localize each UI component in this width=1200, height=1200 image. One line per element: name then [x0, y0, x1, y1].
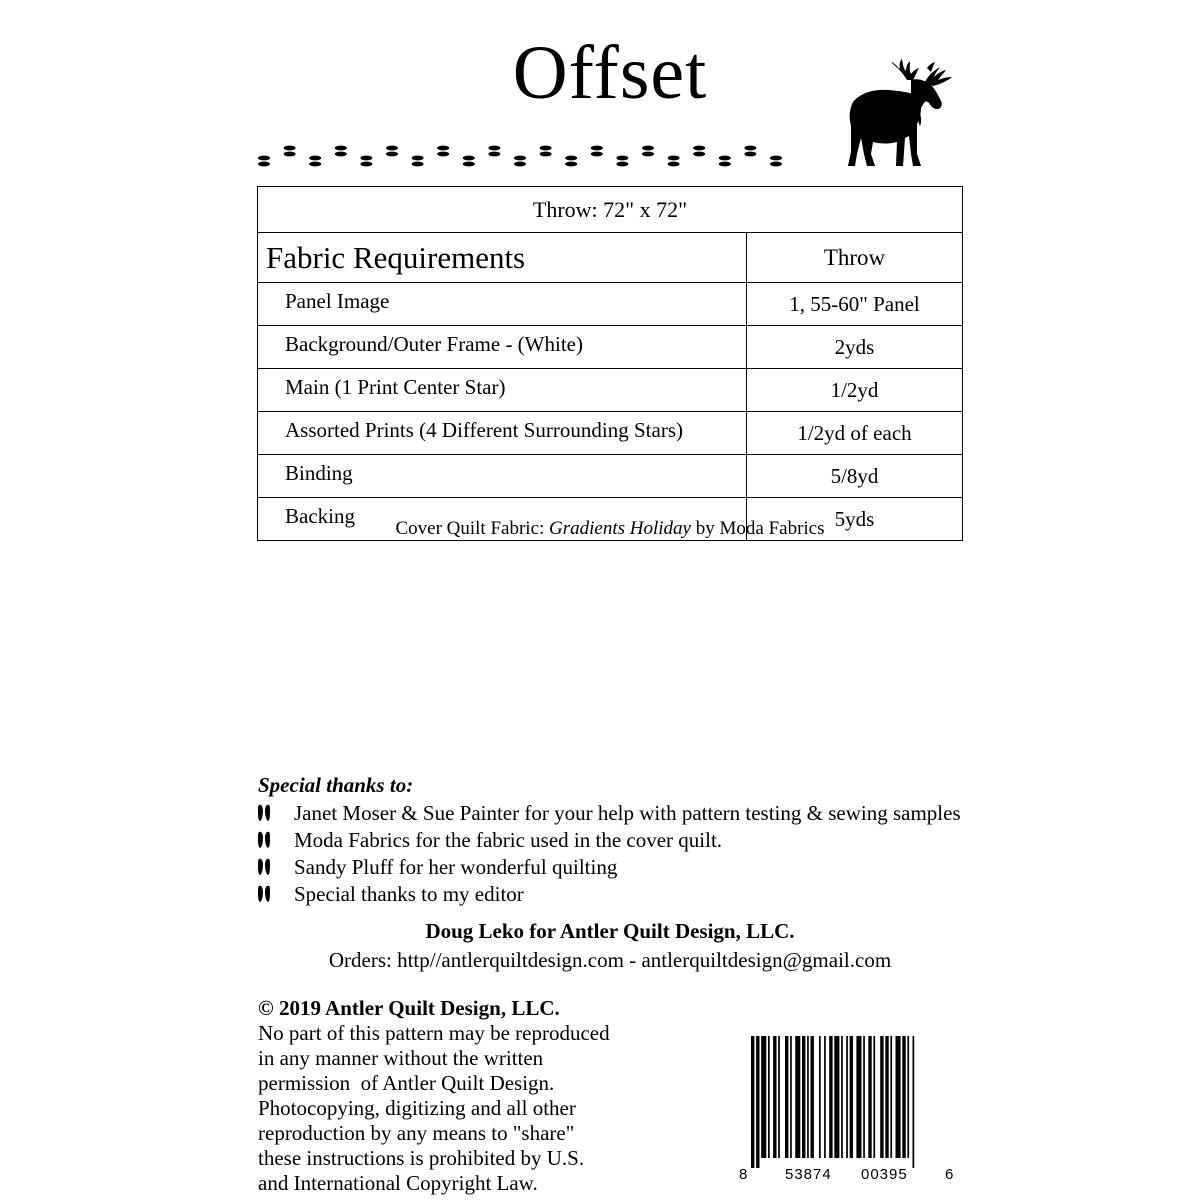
hoof-print-icon — [719, 156, 731, 167]
barcode-bar — [802, 1036, 805, 1158]
copyright-line: in any manner without the written — [258, 1046, 544, 1070]
table-row — [258, 412, 963, 455]
hoof-print-icon — [540, 146, 552, 157]
fabric-item: Backing — [258, 498, 747, 541]
hoof-print-icon — [386, 146, 398, 157]
thanks-text: Janet Moser & Sue Painter for your help with pattern testing & sewing samples — [294, 801, 961, 825]
moose-silhouette-icon — [845, 58, 963, 170]
hoof-print-icon — [258, 885, 270, 903]
hoof-print-icon — [488, 146, 500, 157]
hoof-print-icon — [668, 156, 680, 167]
cover-fabric-suffix: by Moda Fabrics — [691, 518, 825, 539]
barcode-bar — [868, 1036, 871, 1158]
page-title: Offset — [512, 31, 708, 115]
hoof-print-icon — [335, 146, 347, 157]
barcode-bar — [890, 1036, 892, 1158]
hoof-print-icon — [258, 804, 270, 822]
fabric-requirements-heading: Fabric Requirements — [258, 233, 747, 283]
barcode-bar — [896, 1036, 901, 1158]
barcode-bar — [902, 1036, 905, 1158]
barcode-bar — [856, 1036, 861, 1158]
barcode-bar — [834, 1036, 839, 1158]
hoof-print-icon — [591, 146, 603, 157]
list-item — [258, 828, 961, 855]
list-item — [258, 855, 961, 882]
hoof-print-icon — [642, 146, 654, 157]
thanks-text: Moda Fabrics for the fabric used in the cover quilt. — [294, 828, 723, 852]
orders-contact: Orders: http//antlerquiltdesign.com - antlerquiltdesign@gmail.com — [328, 948, 892, 972]
fabric-item: Assorted Prints (4 Different Surrounding Stars) — [258, 412, 747, 455]
hoof-print-icon — [744, 146, 756, 157]
cover-fabric-prefix: Cover Quilt Fabric: — [395, 518, 550, 539]
hoof-print-icon — [284, 146, 296, 157]
copyright-line: Photocopying, digitizing and all other — [258, 1096, 576, 1120]
copyright-notice — [258, 996, 610, 1196]
barcode-bar — [778, 1036, 780, 1158]
fabric-amount: 5/8yd — [747, 455, 963, 498]
copyright-title: © 2019 Antler Quilt Design, LLC. — [258, 996, 560, 1020]
barcode-bar — [751, 1036, 754, 1168]
fabric-amount: 1, 55-60" Panel — [747, 283, 963, 326]
fabric-item: Binding — [258, 455, 747, 498]
fabric-amount: 5yds — [747, 498, 963, 541]
copyright-line: No part of this pattern may be reproduced — [258, 1021, 610, 1045]
barcode-digit-check: 6 — [945, 1166, 955, 1183]
copyright-line: and International Copyright Law. — [258, 1171, 538, 1195]
table-row — [258, 283, 963, 326]
barcode-bar — [841, 1036, 843, 1158]
barcode-bar — [907, 1036, 909, 1158]
fabric-amount: 1/2yd of each — [747, 412, 963, 455]
barcode-bar — [785, 1036, 788, 1158]
hoof-print-icon — [437, 146, 449, 157]
fabric-item: Background/Outer Frame - (White) — [258, 326, 747, 369]
copyright-line: permission of Antler Quilt Design. — [258, 1071, 555, 1095]
barcode-digits-left: 53874 — [785, 1166, 832, 1183]
barcode-bar — [811, 1036, 814, 1158]
barcode-bar — [756, 1036, 759, 1168]
cover-fabric-name: Gradients Holiday — [549, 518, 691, 539]
special-thanks-list — [258, 801, 961, 909]
fabric-item: Panel Image — [258, 283, 747, 326]
barcode-bar — [880, 1036, 883, 1158]
barcode-bar — [824, 1036, 826, 1158]
barcode-bar — [790, 1036, 792, 1158]
barcode-bar — [873, 1036, 875, 1158]
list-item — [258, 801, 961, 828]
fabric-amount: 1/2yd — [747, 369, 963, 412]
table-row — [258, 369, 963, 412]
quilt-size-label: Throw: 72" x 72" — [258, 187, 963, 233]
barcode-bar — [768, 1036, 770, 1158]
hoof-print-icon — [360, 156, 372, 167]
hoof-print-icon — [693, 146, 705, 157]
barcode-bar — [795, 1036, 800, 1158]
throw-column-heading: Throw — [747, 233, 963, 283]
table-row — [258, 326, 963, 369]
barcode-bar — [863, 1036, 865, 1158]
fabric-amount: 2yds — [747, 326, 963, 369]
barcode-digit-lead: 8 — [739, 1166, 749, 1183]
upc-barcode — [735, 1036, 960, 1186]
barcode-bar — [761, 1036, 766, 1158]
barcode-bar — [773, 1036, 776, 1158]
barcode-bars — [751, 1036, 947, 1168]
copyright-line: these instructions is prohibited by U.S. — [258, 1146, 585, 1170]
barcode-bar — [846, 1036, 848, 1158]
fabric-item: Main (1 Print Center Star) — [258, 369, 747, 412]
table-row — [258, 455, 963, 498]
hoof-print-icon — [412, 156, 424, 167]
thanks-text: Sandy Pluff for her wonderful quilting — [294, 855, 618, 879]
barcode-bar — [885, 1036, 888, 1158]
barcode-bar — [829, 1036, 832, 1158]
hoof-print-icon — [565, 156, 577, 167]
barcode-digits-right: 00395 — [861, 1166, 908, 1183]
hoof-print-icon — [616, 156, 628, 167]
hoof-tracks-decoration — [258, 142, 798, 172]
barcode-bar — [807, 1036, 809, 1158]
hoof-print-icon — [770, 156, 782, 167]
hoof-print-icon — [309, 156, 321, 167]
special-thanks-heading: Special thanks to: — [258, 773, 414, 797]
cover-quilt-fabric-note — [0, 518, 1200, 540]
author-credit: Doug Leko for Antler Quilt Design, LLC. — [425, 919, 795, 943]
list-item — [258, 882, 961, 909]
barcode-bar — [913, 1036, 915, 1168]
barcode-bar — [850, 1036, 853, 1158]
thanks-text: Special thanks to my editor — [294, 882, 524, 906]
copyright-line: reproduction by any means to "share" — [258, 1121, 575, 1145]
hoof-print-icon — [463, 156, 475, 167]
fabric-requirements-table — [257, 186, 963, 541]
hoof-print-icon — [258, 156, 270, 167]
hoof-print-icon — [258, 858, 270, 876]
hoof-print-icon — [258, 831, 270, 849]
barcode-bar — [819, 1036, 821, 1158]
hoof-print-icon — [514, 156, 526, 167]
